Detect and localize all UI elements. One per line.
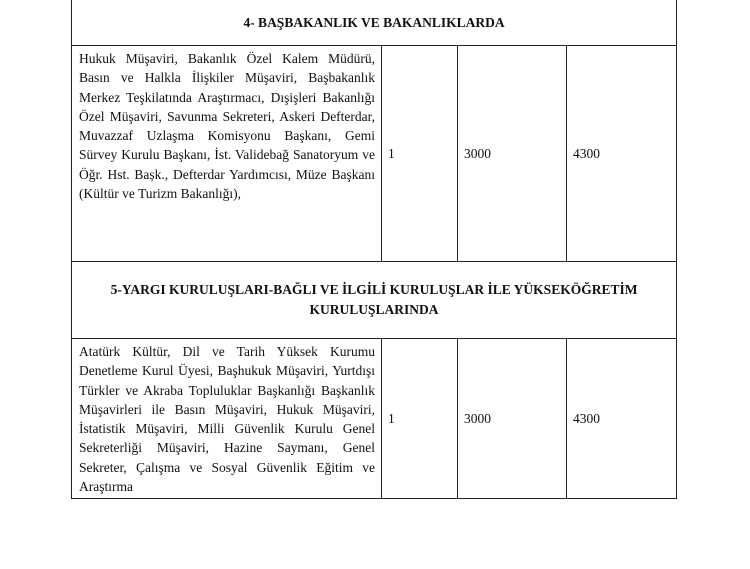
grade-cell: 1: [382, 46, 458, 262]
additional-indicator-cell: 4300: [567, 339, 677, 499]
section-header-row: [72, 262, 677, 339]
table-row: [72, 46, 677, 262]
indicator-cell: 3000: [458, 46, 567, 262]
position-description-text: Atatürk Kültür, Dil ve Tarih Yüksek Kurumu Denetleme Kurul Üyesi, Başhukuk Müşaviri, Yurtdışı Türkler ve Akraba Topluluklar Başkanlığı Başkanlık Müşavirleri ile Basın Müşaviri, Hukuk Müşaviri, İstatistik Müşaviri, Milli Güvenlik Kurulu Genel Sekreterliği Müşaviri, Hazine Saymanı, Genel Sekreter, Çalışma ve Sosyal Güvenlik Eğitim ve Araştırma: [79, 344, 375, 495]
section-title: 5-YARGI KURULUŞLARI-BAĞLI VE İLGİLİ KURULUŞLAR İLE YÜKSEKÖĞRETİM KURULUŞLARINDA: [72, 262, 677, 339]
table-row: [72, 339, 677, 499]
salary-table: [71, 0, 677, 499]
section-header-row: [72, 0, 677, 46]
position-description: [72, 339, 382, 499]
position-description: Hukuk Müşaviri, Bakanlık Özel Kalem Müdürü, Basın ve Halkla İlişkiler Müşaviri, Başbakanlık Merkez Teşkilatında Araştırmacı, Dışişleri Bakanlığı Özel Müşaviri, Savunma Sekreteri, Askeri Defterdar, Muvazzaf Uzlaşma Komisyonu Başkanı, Gemi Sürvey Kurulu Başkanı, İst. Validebağ Sanatoryum ve Öğr. Hst. Bașk., Defterdar Yardımcısı, Müze Başkanı (Kültür ve Turizm Bakanlığı),: [72, 46, 382, 262]
section-title: 4- BAŞBAKANLIK VE BAKANLIKLARDA: [72, 0, 677, 46]
grade-cell: 1: [382, 339, 458, 499]
additional-indicator-cell: 4300: [567, 46, 677, 262]
indicator-cell: 3000: [458, 339, 567, 499]
